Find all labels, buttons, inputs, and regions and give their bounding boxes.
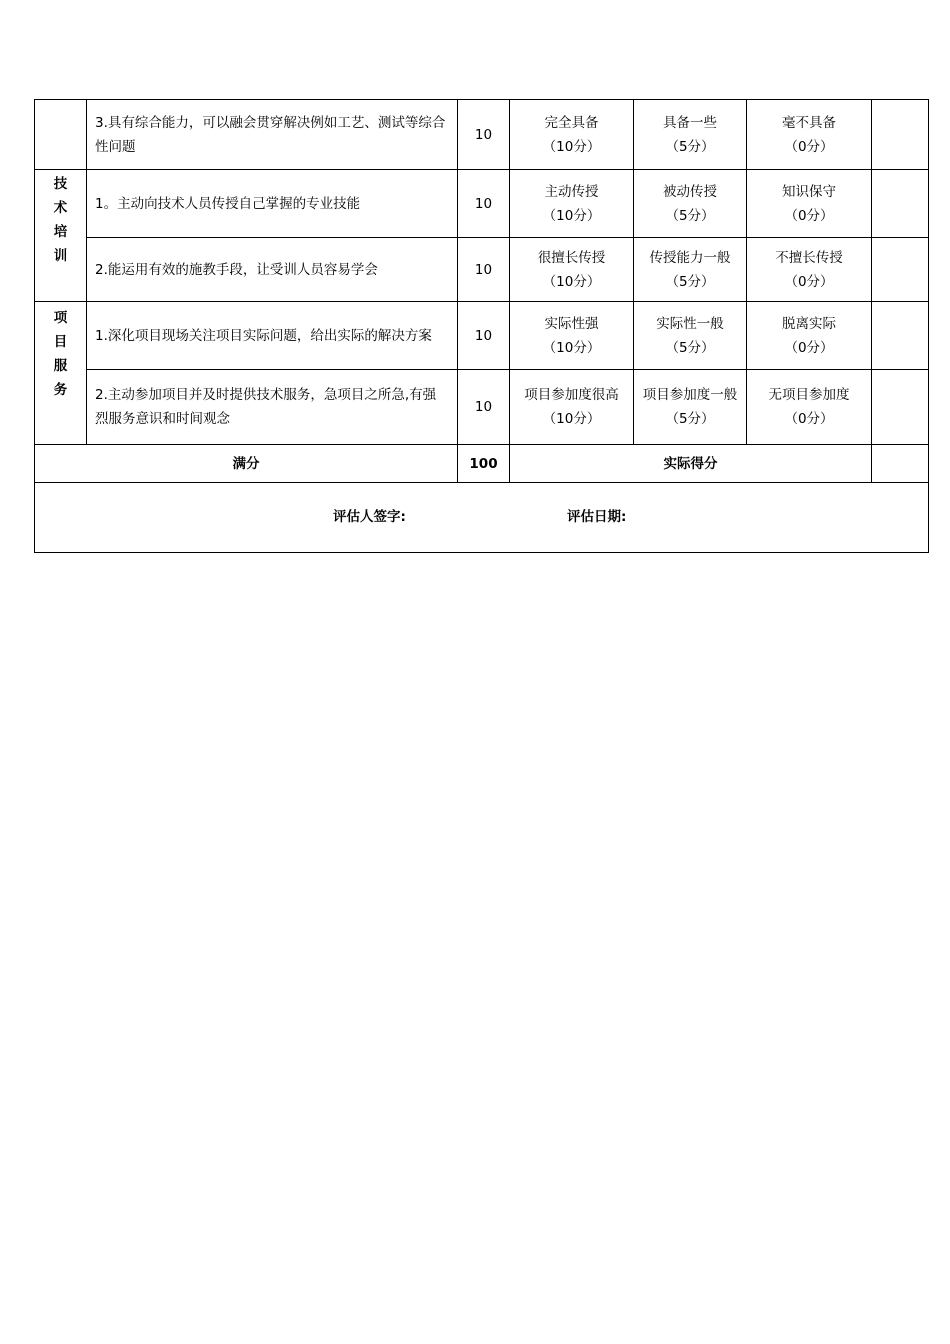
score-input-cell[interactable] — [872, 238, 929, 302]
level-score: （0分） — [784, 411, 834, 427]
level-high — [510, 302, 634, 370]
table-row — [35, 302, 929, 370]
level-low — [747, 238, 872, 302]
level-score: （5分） — [665, 411, 715, 427]
level-low — [747, 100, 872, 170]
total-row — [35, 445, 929, 483]
actual-score-input[interactable] — [872, 445, 929, 483]
score-input-cell[interactable] — [872, 302, 929, 370]
evaluation-table — [34, 99, 929, 553]
item-points: 10 — [458, 370, 510, 445]
level-mid — [634, 370, 747, 445]
level-label: 项目参加度一般 — [642, 387, 738, 403]
level-score: （10分） — [542, 411, 601, 427]
level-label: 毫不具备 — [782, 114, 836, 131]
score-input-cell[interactable] — [872, 170, 929, 238]
evaluator-signature-label: 评估人签字: — [333, 509, 406, 525]
item-description: 2.能运用有效的施教手段，让受训人员容易学会 — [87, 238, 458, 302]
level-label: 知识保守 — [782, 183, 836, 200]
level-label: 实际性强 — [544, 315, 599, 332]
full-score-value: 100 — [458, 445, 510, 483]
level-high — [510, 170, 634, 238]
category-project-service: 项 目 服 务 — [35, 302, 87, 445]
full-score-label: 满分 — [35, 445, 458, 483]
level-score: （0分） — [784, 273, 834, 290]
item-description: 2.主动参加项目并及时提供技术服务，急项目之所急,有强烈服务意识和时间观念 — [87, 370, 458, 445]
category-cell-empty — [35, 100, 87, 170]
evaluation-date-label: 评估日期: — [567, 509, 627, 525]
item-points: 10 — [458, 302, 510, 370]
category-tech-training: 技 术 培 训 — [35, 170, 87, 302]
level-label: 无项目参加度 — [768, 387, 850, 403]
table-row — [35, 170, 929, 238]
level-score: （0分） — [784, 207, 834, 224]
level-label: 脱离实际 — [782, 315, 836, 332]
level-low — [747, 170, 872, 238]
level-mid — [634, 170, 747, 238]
item-description: 3.具有综合能力，可以融会贯穿解决例如工艺、测试等综合性问题 — [87, 100, 458, 170]
level-score: （10分） — [542, 138, 601, 155]
level-score: （5分） — [665, 138, 715, 155]
level-mid — [634, 100, 747, 170]
level-label: 主动传授 — [544, 183, 599, 200]
item-description: 1。主动向技术人员传授自己掌握的专业技能 — [87, 170, 458, 238]
item-points: 10 — [458, 170, 510, 238]
level-score: （10分） — [542, 273, 601, 290]
level-low — [747, 302, 872, 370]
level-score: （10分） — [542, 339, 601, 356]
level-high — [510, 238, 634, 302]
level-label: 被动传授 — [663, 183, 717, 200]
table-row — [35, 100, 929, 170]
level-score: （10分） — [542, 207, 601, 224]
level-high — [510, 370, 634, 445]
level-score: （5分） — [665, 339, 715, 356]
level-label: 很擅长传授 — [537, 249, 606, 266]
level-score: （0分） — [784, 138, 834, 155]
item-points: 10 — [458, 238, 510, 302]
item-description: 1.深化项目现场关注项目实际问题，给出实际的解决方案 — [87, 302, 458, 370]
item-points: 10 — [458, 100, 510, 170]
level-mid — [634, 302, 747, 370]
table-row — [35, 238, 929, 302]
actual-score-label: 实际得分 — [510, 445, 872, 483]
level-score: （5分） — [665, 273, 715, 290]
level-label: 完全具备 — [544, 114, 599, 131]
signature-row — [35, 483, 929, 553]
score-input-cell[interactable] — [872, 100, 929, 170]
level-label: 项目参加度很高 — [524, 387, 619, 403]
level-high — [510, 100, 634, 170]
level-mid — [634, 238, 747, 302]
level-label: 传授能力一般 — [649, 249, 731, 266]
level-low — [747, 370, 872, 445]
score-input-cell[interactable] — [872, 370, 929, 445]
level-label: 实际性一般 — [656, 315, 724, 332]
level-label: 不擅长传授 — [775, 249, 843, 266]
level-score: （5分） — [665, 207, 715, 224]
level-label: 具备一些 — [663, 114, 717, 131]
table-row — [35, 370, 929, 445]
signature-cell — [35, 483, 929, 553]
level-score: （0分） — [784, 339, 834, 356]
